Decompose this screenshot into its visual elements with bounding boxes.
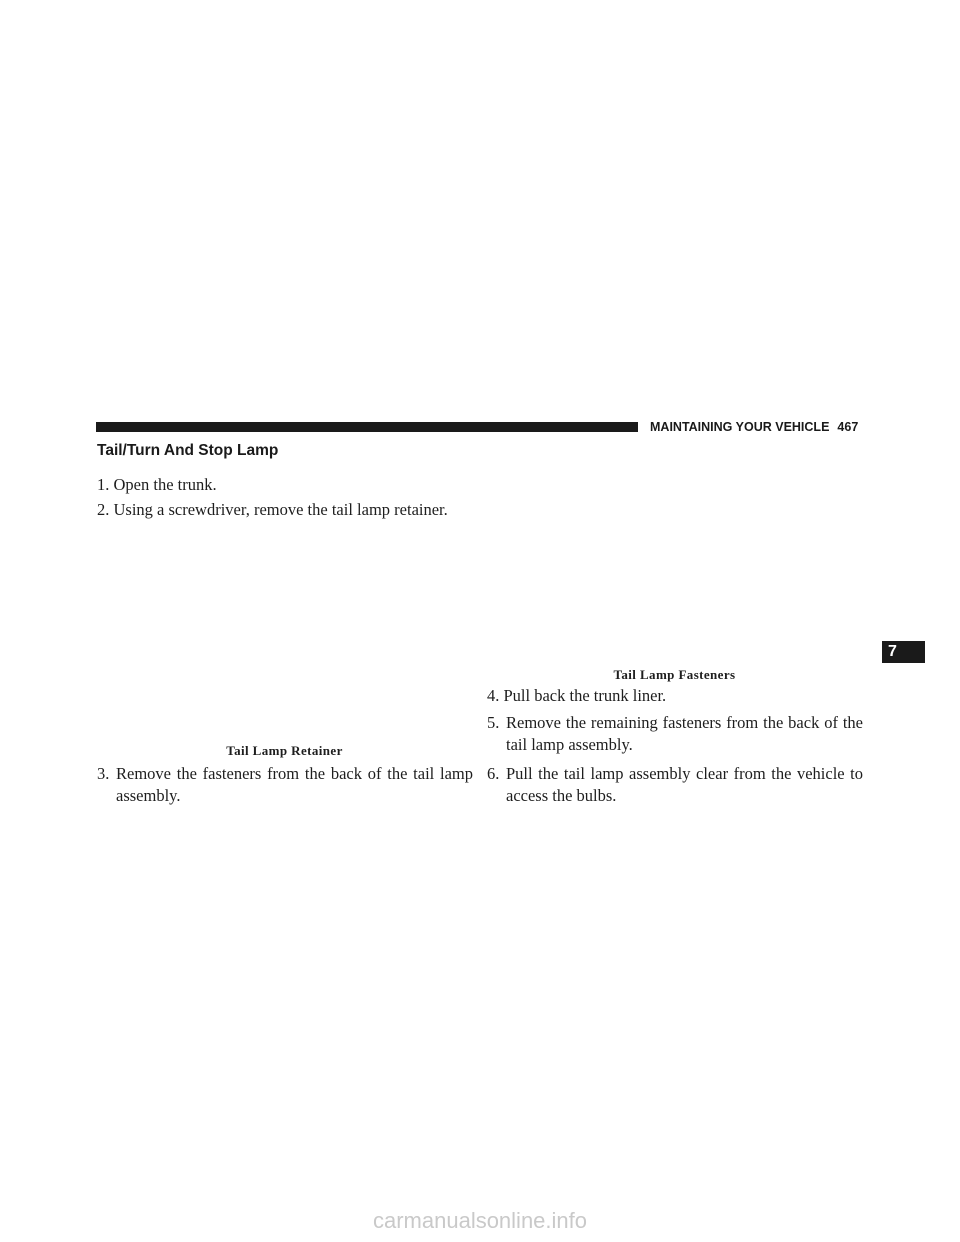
- chapter-tab: 7: [882, 641, 925, 663]
- step-text: Using a screwdriver, remove the tail lamp retainer.: [113, 500, 448, 519]
- running-head: [650, 418, 865, 436]
- step-number: 3.: [97, 764, 110, 783]
- step-text: Pull back the trunk liner.: [503, 686, 667, 705]
- step-1: [97, 474, 477, 496]
- watermark: carmanualsonline.info: [372, 1208, 588, 1233]
- step-number: 1.: [97, 475, 110, 494]
- step-text-content: Pull the tail lamp assembly clear from the vehicle to access the bulbs.: [506, 764, 863, 805]
- step-number: 5.: [487, 713, 500, 732]
- step-4: [487, 685, 863, 707]
- step-text-content: Remove the remaining fasteners from the back of the tail lamp assembly.: [506, 713, 863, 754]
- section-name: MAINTAINING YOUR VEHICLE: [650, 420, 830, 434]
- step-text: [487, 712, 863, 756]
- step-text: [487, 763, 863, 807]
- page-number: 467: [837, 420, 859, 434]
- step-number: 6.: [487, 764, 500, 783]
- section-title: Tail/Turn And Stop Lamp: [97, 442, 279, 459]
- header-rule: [96, 422, 638, 432]
- step-text: [97, 763, 473, 807]
- step-text-content: Remove the fasteners from the back of the tail lamp assembly.: [116, 764, 473, 805]
- step-5: [487, 712, 863, 756]
- step-3: [97, 763, 473, 807]
- figure-caption-retainer: Tail Lamp Retainer: [226, 743, 343, 758]
- step-number: 4.: [487, 686, 500, 705]
- step-text: Open the trunk.: [113, 475, 217, 494]
- step-number: 2.: [97, 500, 110, 519]
- step-6: [487, 763, 863, 807]
- step-2: [97, 499, 477, 521]
- figure-caption-fasteners: Tail Lamp Fasteners: [613, 667, 736, 682]
